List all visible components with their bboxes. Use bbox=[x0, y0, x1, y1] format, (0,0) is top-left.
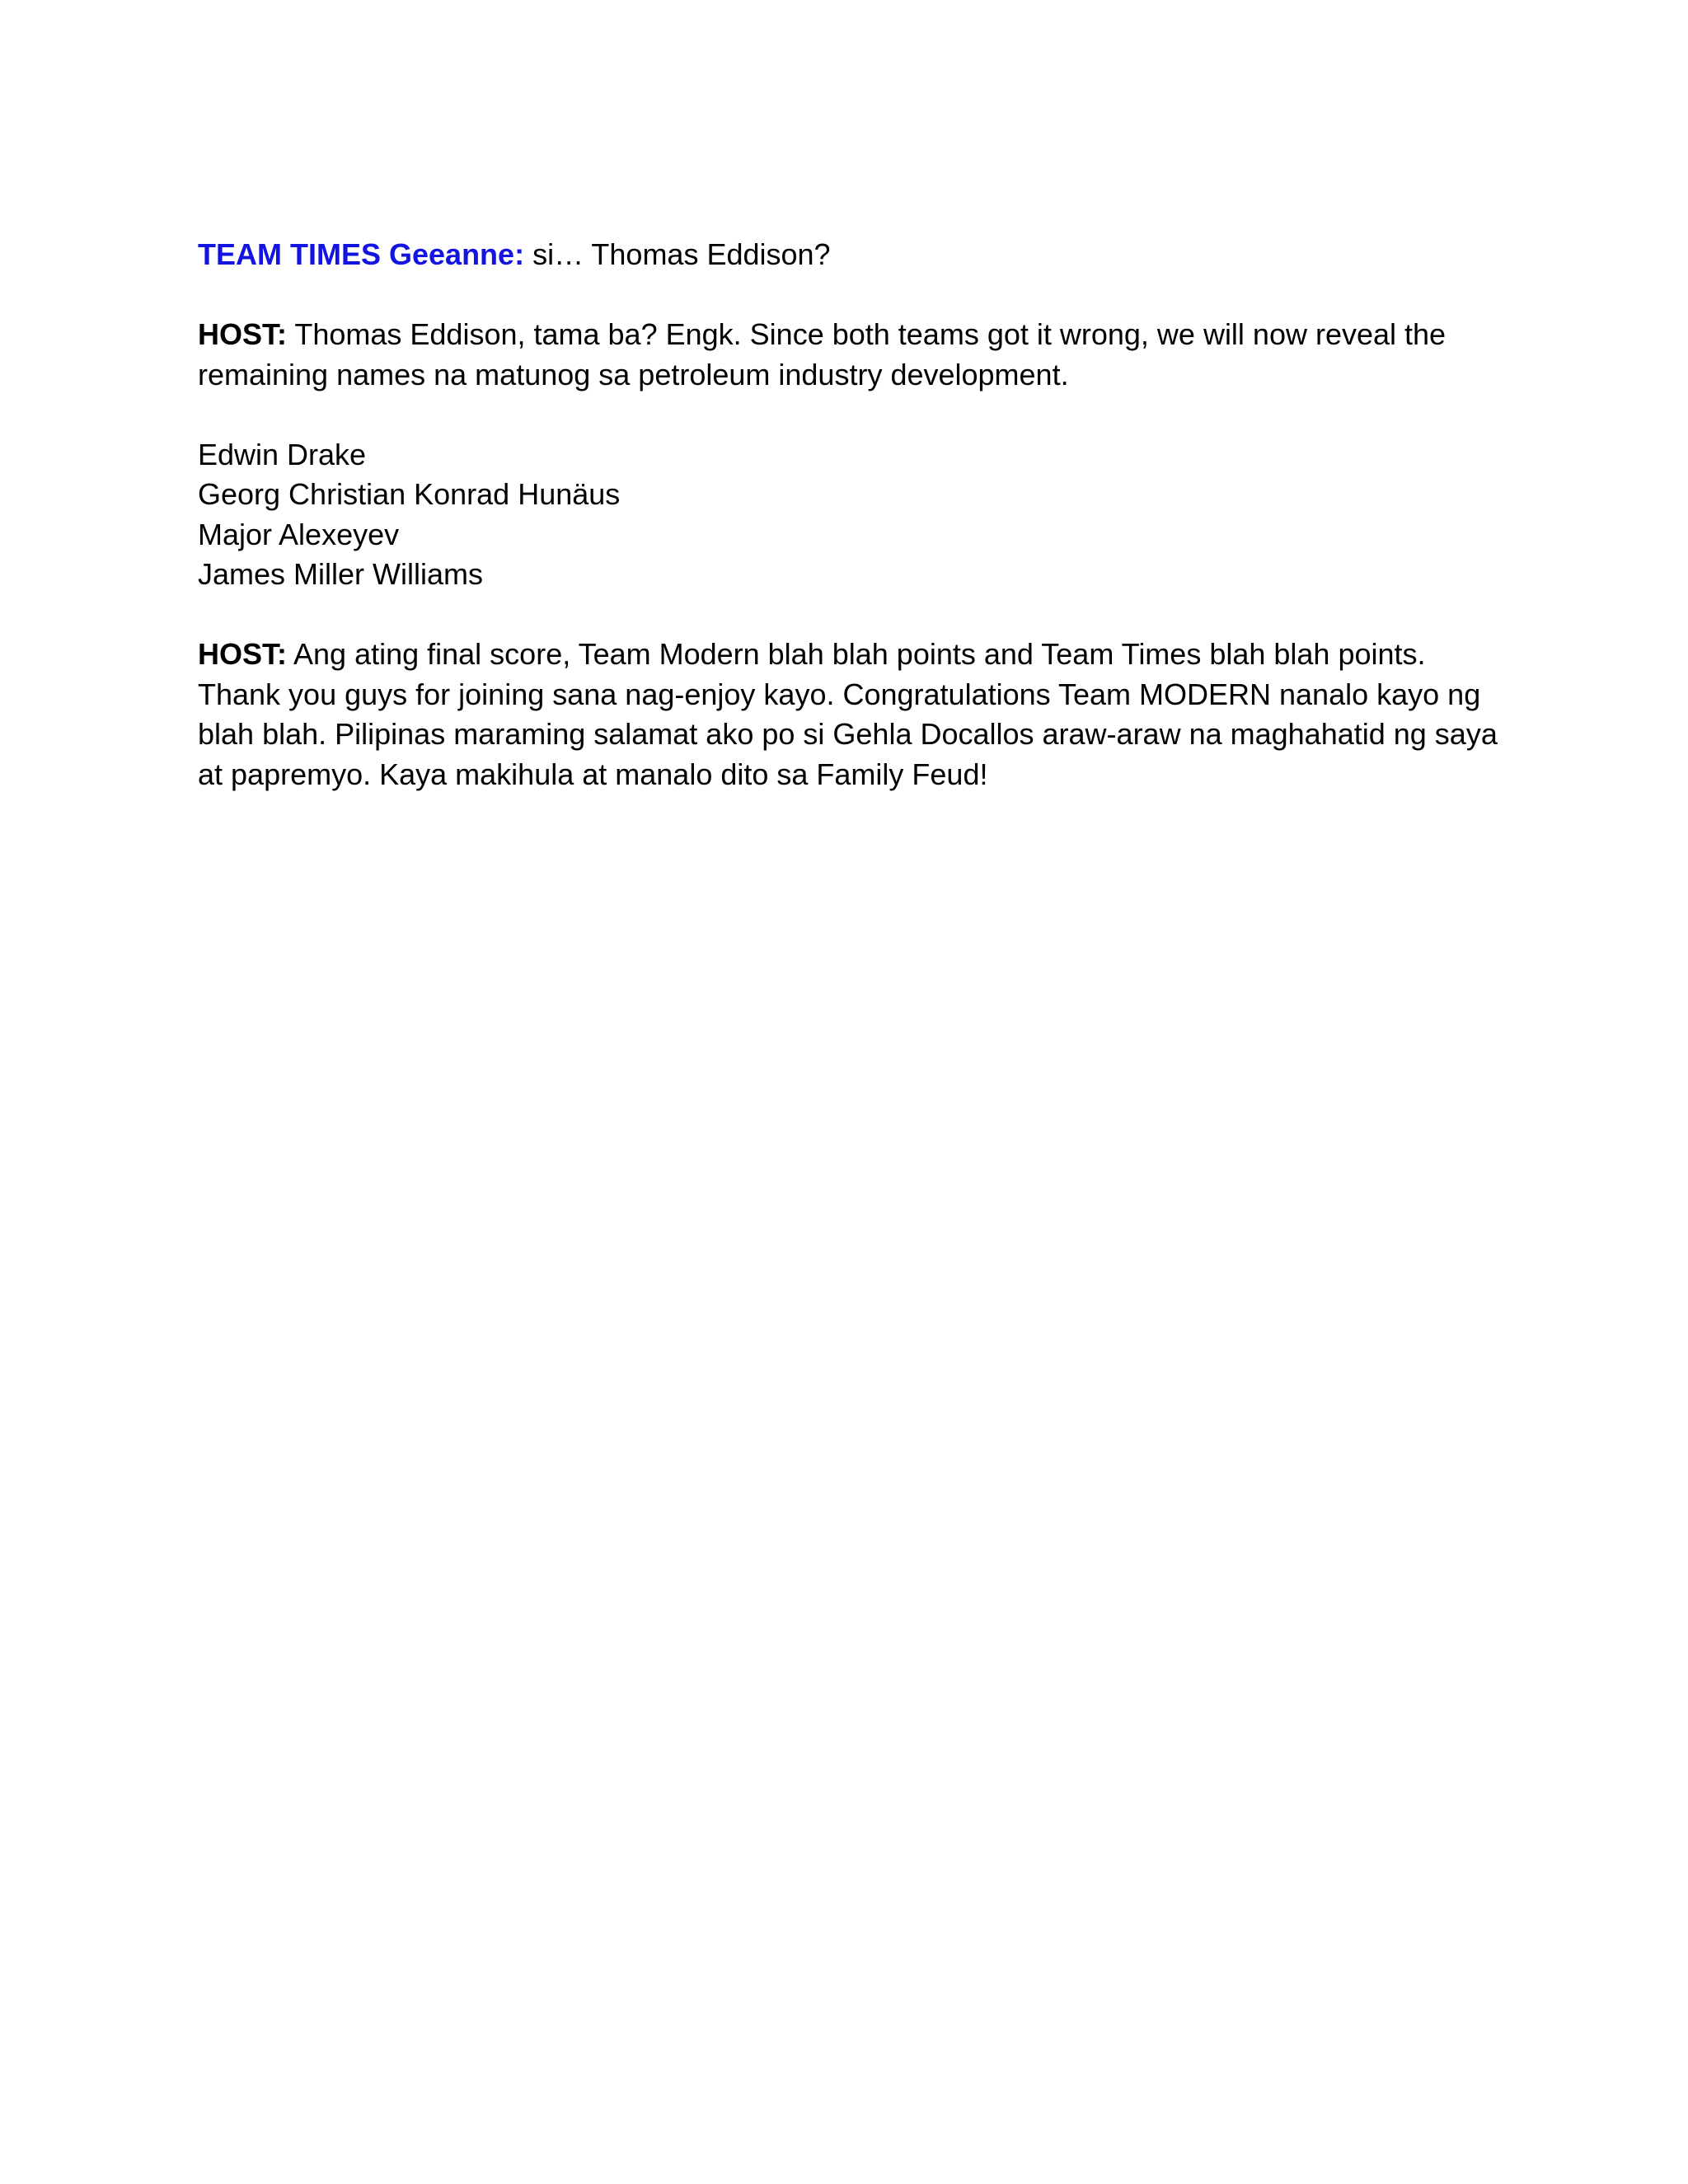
speaker-label-host: HOST: bbox=[198, 317, 287, 351]
list-item: James Miller Williams bbox=[198, 557, 484, 591]
dialogue-text: Ang ating final score, Team Modern blah blah points and Team Times blah blah points. Thank you guys for joining sana nag-enjoy kayo. Congratulations Team MODERN nanalo kayo ng blah blah. Pilipinas maraming salamat ako po si Gehla Docallos araw-araw na maghahatid ng saya at papremyo. Kaya makihula at manalo dito sa Family Feud! bbox=[198, 637, 1498, 791]
paragraph-spacer bbox=[198, 275, 1500, 316]
list-item: Georg Christian Konrad Hunäus bbox=[198, 477, 621, 511]
speaker-label-host: HOST: bbox=[198, 637, 287, 671]
dialogue-text: si… Thomas Eddison? bbox=[524, 237, 831, 271]
names-list bbox=[198, 435, 1500, 595]
list-item: Edwin Drake bbox=[198, 437, 367, 471]
dialogue-line-team-times bbox=[198, 235, 1500, 275]
dialogue-line-host-2 bbox=[198, 635, 1500, 794]
dialogue-text: Thomas Eddison, tama ba? Engk. Since both teams got it wrong, we will now reveal the remaining names na matunog sa petroleum industry development. bbox=[198, 317, 1447, 391]
speaker-label-team-times: TEAM TIMES Geeanne: bbox=[198, 237, 525, 271]
paragraph-spacer bbox=[198, 395, 1500, 435]
dialogue-line-host-1 bbox=[198, 315, 1500, 395]
list-item: Major Alexeyev bbox=[198, 517, 400, 551]
paragraph-spacer bbox=[198, 595, 1500, 635]
document-body bbox=[198, 235, 1500, 794]
